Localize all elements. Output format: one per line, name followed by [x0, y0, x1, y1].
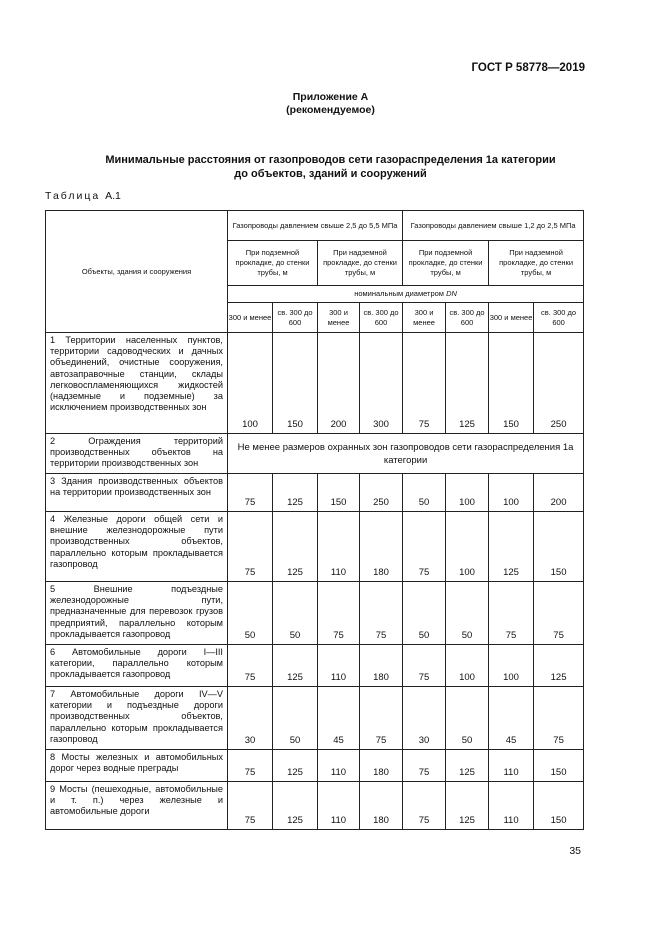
distance-value-cell: 100: [489, 645, 534, 687]
dn-large-header: св. 300 до 600: [534, 303, 584, 333]
distance-value-cell: 50: [228, 582, 273, 645]
object-cell: 2 Ограждения территорий производственных объектов на территории производственных зон: [46, 434, 228, 474]
distance-value-cell: 75: [534, 687, 584, 750]
distance-value-cell: 200: [318, 333, 360, 434]
distance-value-cell: 150: [534, 512, 584, 582]
distance-value-cell: 150: [273, 333, 318, 434]
distance-value-cell: 300: [360, 333, 403, 434]
distance-value-cell: 110: [318, 782, 360, 830]
distance-value-cell: 200: [534, 474, 584, 512]
distance-value-cell: 75: [403, 645, 446, 687]
dn-small-header: 300 и менее: [403, 303, 446, 333]
distance-value-cell: 150: [534, 750, 584, 782]
table-row: [46, 645, 584, 687]
distance-value-cell: 125: [273, 782, 318, 830]
object-cell: 4 Железные дороги общей сети и внешние железнодорожные пути производственных объектов, параллельно которым прокладывается газопровод: [46, 512, 228, 582]
distance-value-cell: 75: [360, 582, 403, 645]
table-row: [46, 782, 584, 830]
distance-value-cell: 180: [360, 512, 403, 582]
aboveground-header-1: При надземной прокладке, до стенки трубы, м: [318, 241, 403, 286]
distance-value-cell: 180: [360, 645, 403, 687]
underground-header-1: При подземной прокладке, до стенки трубы, м: [228, 241, 318, 286]
object-cell: 5 Внешние подъездные железнодорожные пути, предназначенные для перевозок грузов предприятий, параллельно которым прокладывается газопровод: [46, 582, 228, 645]
object-cell: 9 Мосты (пешеходные, автомобильные и т. п.) через железные и автомобильные дороги: [46, 782, 228, 830]
distance-value-cell: 150: [318, 474, 360, 512]
annex-title: Приложение А: [292, 91, 369, 103]
distance-value-cell: 75: [228, 782, 273, 830]
distance-value-cell: 100: [446, 645, 489, 687]
object-cell: 7 Автомобильные дороги IV—V категории и подъездные дороги производственных объектов, параллельно которым прокладывается газопровод: [46, 687, 228, 750]
distance-value-cell: 75: [403, 750, 446, 782]
table-row: [46, 474, 584, 512]
dn-small-header: 300 и менее: [228, 303, 273, 333]
object-cell: 3 Здания производственных объектов на территории производственных зон: [46, 474, 228, 512]
object-cell: 8 Мосты железных и автомобильных дорог через водные преграды: [46, 750, 228, 782]
distance-value-cell: 110: [318, 645, 360, 687]
distance-value-cell: 30: [228, 687, 273, 750]
annex-subtitle: (рекомендуемое): [286, 104, 375, 116]
distance-value-cell: 75: [228, 512, 273, 582]
distance-value-cell: 75: [228, 474, 273, 512]
distance-value-cell: 45: [489, 687, 534, 750]
distance-value-cell: 50: [403, 582, 446, 645]
distance-value-cell: 110: [489, 782, 534, 830]
distance-value-cell: 125: [446, 333, 489, 434]
distance-value-cell: 50: [273, 582, 318, 645]
distance-value-cell: 125: [534, 645, 584, 687]
table-caption-number: А.1: [105, 190, 121, 202]
distance-value-cell: 110: [318, 750, 360, 782]
diameter-header: [228, 286, 584, 303]
distance-value-cell: 100: [446, 512, 489, 582]
distance-value-cell: 75: [489, 582, 534, 645]
table-row: [46, 687, 584, 750]
distance-value-cell: 75: [403, 333, 446, 434]
distance-value-cell: 30: [403, 687, 446, 750]
diameter-label: номинальным диаметром: [354, 289, 447, 298]
distance-value-cell: 110: [318, 512, 360, 582]
underground-header-2: При подземной прокладке, до стенки трубы, м: [403, 241, 489, 286]
distance-value-cell: 75: [228, 645, 273, 687]
dn-large-header: св. 300 до 600: [273, 303, 318, 333]
distance-value-cell: 250: [360, 474, 403, 512]
distance-table: [45, 210, 584, 830]
table-row: [46, 512, 584, 582]
distance-value-cell: 125: [446, 782, 489, 830]
table-row: [46, 434, 584, 474]
distance-value-cell: 125: [273, 512, 318, 582]
object-cell: 1 Территории населенных пунктов, территории садоводческих и дачных объединений, очистные сооружения, автозаправочные станции, склады легковоспламеняющихся жидкостей (надземные и подземные) за исключением производственных зон: [46, 333, 228, 434]
distance-value-cell: 100: [489, 474, 534, 512]
document-number: ГОСТ Р 58778—2019: [471, 62, 585, 74]
distance-value-cell: 45: [318, 687, 360, 750]
table-row: [46, 750, 584, 782]
table-heading-line1: Минимальные расстояния от газопроводов сети газораспределения 1а категории: [105, 154, 556, 166]
distance-value-cell: 125: [273, 645, 318, 687]
dn-large-header: св. 300 до 600: [360, 303, 403, 333]
aboveground-header-2: При надземной прокладке, до стенки трубы, м: [489, 241, 584, 286]
distance-value-cell: 50: [446, 582, 489, 645]
distance-value-cell: 180: [360, 750, 403, 782]
distance-value-cell: 100: [446, 474, 489, 512]
distance-value-cell: 100: [228, 333, 273, 434]
distance-value-cell: 125: [446, 750, 489, 782]
table-caption: [45, 190, 121, 202]
objects-header: Объекты, здания и сооружения: [46, 211, 228, 333]
distance-value-cell: 75: [228, 750, 273, 782]
table-caption-label: Таблица: [45, 190, 101, 202]
table-row: [46, 582, 584, 645]
distance-value-cell: 75: [403, 512, 446, 582]
distance-value-cell: 180: [360, 782, 403, 830]
annex-heading: [0, 91, 661, 117]
distance-value-cell: 50: [446, 687, 489, 750]
distance-value-cell: 75: [318, 582, 360, 645]
group-header-medium-pressure: Газопроводы давлением свыше 1,2 до 2,5 МПа: [403, 211, 584, 241]
distance-value-cell: 75: [360, 687, 403, 750]
distance-value-cell: 125: [273, 474, 318, 512]
distance-value-cell: 50: [403, 474, 446, 512]
table-heading: [60, 153, 601, 181]
distance-value-cell: 50: [273, 687, 318, 750]
table-heading-line2: до объектов, зданий и сооружений: [234, 168, 427, 180]
distance-value-cell: 150: [534, 782, 584, 830]
distance-value-cell: 125: [489, 512, 534, 582]
diameter-symbol: DN: [446, 289, 457, 298]
page-number: 35: [569, 845, 581, 857]
distance-value-cell: 75: [534, 582, 584, 645]
distance-value-cell: 150: [489, 333, 534, 434]
distance-value-cell: 75: [403, 782, 446, 830]
table-row: [46, 333, 584, 434]
dn-small-header: 300 и менее: [318, 303, 360, 333]
group-header-high-pressure: Газопроводы давлением свыше 2,5 до 5,5 МПа: [228, 211, 403, 241]
merged-value-cell: Не менее размеров охранных зон газопроводов сети газораспределения 1а категории: [228, 434, 584, 474]
dn-small-header: 300 и менее: [489, 303, 534, 333]
dn-large-header: св. 300 до 600: [446, 303, 489, 333]
distance-value-cell: 125: [273, 750, 318, 782]
object-cell: 6 Автомобильные дороги I—III категории, параллельно которым прокладывается газопровод: [46, 645, 228, 687]
distance-value-cell: 110: [489, 750, 534, 782]
distance-value-cell: 250: [534, 333, 584, 434]
